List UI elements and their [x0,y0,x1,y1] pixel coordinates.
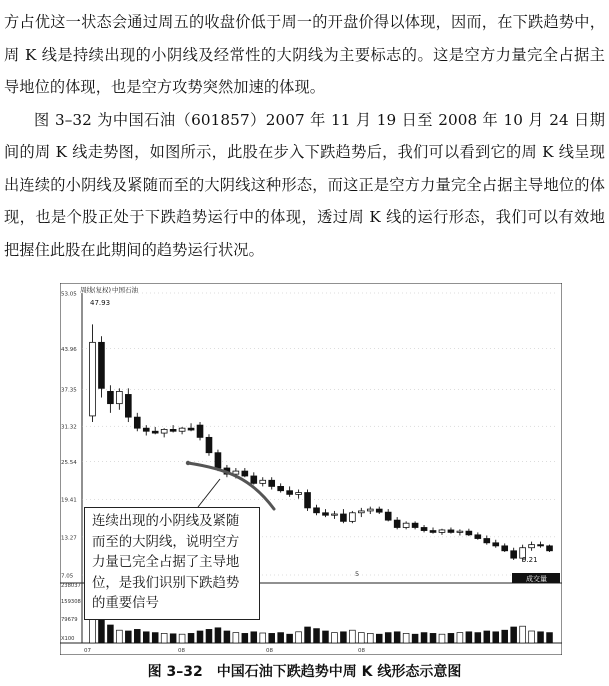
volume-bar [215,628,221,643]
bearish-candle [170,429,176,431]
bullish-candle [529,545,535,548]
volume-bar [475,633,481,643]
bearish-candle [430,531,436,533]
bearish-candle [502,546,508,551]
chart-header-left: 周线(复权) [80,286,112,294]
volume-tick-label: 159308 [61,599,81,605]
bearish-candle [493,543,499,546]
low-label: 9.21 [522,556,538,564]
bullish-candle [349,513,355,522]
bearish-candle [448,530,454,532]
volume-bar [340,632,346,643]
bullish-candle [457,531,463,532]
volume-bar [349,630,355,643]
bullish-candle [90,342,96,416]
body-text [4,6,605,266]
volume-bar [493,632,499,643]
x-tick-label: 07 [84,648,91,654]
bullish-candle [116,391,122,403]
volume-bar [547,633,553,643]
volume-bar [502,630,508,643]
bearish-candle [269,480,275,486]
trend-curve-start [186,461,190,465]
bearish-candle [251,476,257,483]
volume-bar [385,633,391,643]
volume-bar [224,631,230,643]
y-tick-label: 37.35 [61,387,77,394]
volume-bar [511,627,517,643]
bearish-candle [143,428,149,431]
volume-bar [484,631,490,643]
volume-bar [287,634,293,643]
volume-bar [278,633,284,643]
x-tick-label: 08 [266,648,273,654]
bearish-candle [188,428,194,430]
bearish-candle [278,486,284,490]
bearish-candle [215,453,221,468]
chart-header-stock: 中国石油 [112,286,138,294]
bearish-candle [152,431,158,433]
y-tick-label: 13.27 [61,535,77,542]
volume-bar [421,633,427,643]
bearish-candle [107,391,113,403]
volume-bar [251,632,257,643]
volume-bar [233,633,239,643]
volume-bar [457,633,463,643]
volume-bar [376,634,382,643]
bullish-candle [403,523,409,527]
volume-bar [529,631,535,643]
volume-bar [107,625,113,643]
volume-bar [116,630,122,643]
bearish-candle [547,546,553,551]
bearish-candle [412,523,418,527]
volume-bar [538,632,544,643]
volume-bar [134,629,140,643]
callout-box: 连续出现的小阴线及紧随而至的大阴线，说明空方力量已完全占据了主导地位，是我们识别下跌趋势的重要信号 [84,507,260,620]
bearish-candle [466,531,472,535]
y-tick-label: 31.32 [61,424,77,431]
bearish-candle [287,491,293,495]
y-tick-label: 25.54 [61,460,77,467]
volume-bar [358,633,364,643]
volume-bar [323,631,329,643]
volume-tick-label: 238037 [61,583,81,589]
volume-badge: 成交量 [526,575,547,583]
volume-bar [520,626,526,643]
volume-bar [394,632,400,643]
bearish-candle [305,493,311,508]
bearish-candle [511,551,517,558]
bearish-candle [99,342,105,388]
bearish-candle [314,508,320,513]
volume-bar [466,632,472,643]
bearish-candle [475,535,481,539]
figure-number: 图 3–32 [147,664,203,680]
bearish-candle [538,545,544,546]
bearish-candle [340,514,346,521]
bullish-candle [358,511,364,513]
volume-bar [125,631,131,643]
bearish-candle [242,471,248,476]
volume-bar [403,633,409,643]
volume-bar [206,629,212,643]
marker-label: 5 [355,570,360,578]
bullish-candle [161,429,167,433]
volume-bar [99,618,105,643]
bearish-candle [484,539,490,543]
volume-bar [260,633,266,643]
volume-bar [197,631,203,643]
volume-bar [242,633,248,643]
volume-tick-label: X100 [61,636,75,642]
volume-bar [314,629,320,643]
volume-bar [439,634,445,643]
volume-bar [448,633,454,643]
bullish-candle [179,428,185,431]
volume-bar [332,633,338,643]
volume-bar [269,633,275,643]
bearish-candle [421,527,427,530]
volume-bar [170,634,176,643]
volume-bar [143,632,149,643]
bearish-candle [125,394,131,417]
volume-bar [152,633,158,643]
y-tick-label: 19.41 [61,497,77,504]
bullish-candle [367,509,373,511]
bearish-candle [206,437,212,452]
x-tick-label: 08 [178,648,185,654]
bearish-candle [385,512,391,520]
volume-bar [367,633,373,643]
bearish-candle [323,513,329,515]
bullish-candle [332,514,338,515]
y-tick-label: 7.05 [61,573,74,580]
bearish-candle [376,509,382,512]
volume-bar [305,627,311,643]
bearish-candle [197,425,203,437]
paragraph-2: 图 3–32 为中国石油（601857）2007 年 11 月 19 日至 2008 年 10 月 24 日期间的周 K 线走势图，如图所示，此股在步入下跌趋势后，我们可以看到它的周 K 线呈现出连续的小阴线及紧随而至的大阴线这种形态，而这正是空方力量完全占据主导地位的体现，也是个股正处于下跌趋势运行中的体现，透过周 K 线的运行形态，我们可以有效地把握住此股在此期间的趋势运行状况。 [4,110,605,259]
volume-bar [179,634,185,643]
paragraph-1: 方占优这一状态会通过周五的收盘价低于周一的开盘价得以体现，因而，在下跌趋势中，周 K 线是持续出现的小阴线及经常性的大阴线为主要标志的。这是空方力量完全占据主导地位的体现，也是空方攻势突然加速的体现。 [4,13,605,96]
volume-bar [296,632,302,643]
volume-bar [188,633,194,643]
x-tick-label: 08 [358,648,365,654]
volume-bar [412,634,418,643]
bearish-candle [134,417,140,428]
volume-bar [430,633,436,643]
bullish-candle [260,480,266,483]
bullish-candle [439,530,445,532]
y-tick-label: 43.96 [61,347,77,354]
bullish-candle [296,493,302,495]
y-tick-label: 53.05 [61,291,77,298]
volume-bar [161,633,167,643]
peak-label: 47.93 [90,299,111,307]
volume-tick-label: 79679 [61,617,78,623]
figure-caption [0,661,609,681]
bearish-candle [394,520,400,527]
figure-title: 中国石油下跌趋势中周 K 线形态示意图 [216,664,462,680]
